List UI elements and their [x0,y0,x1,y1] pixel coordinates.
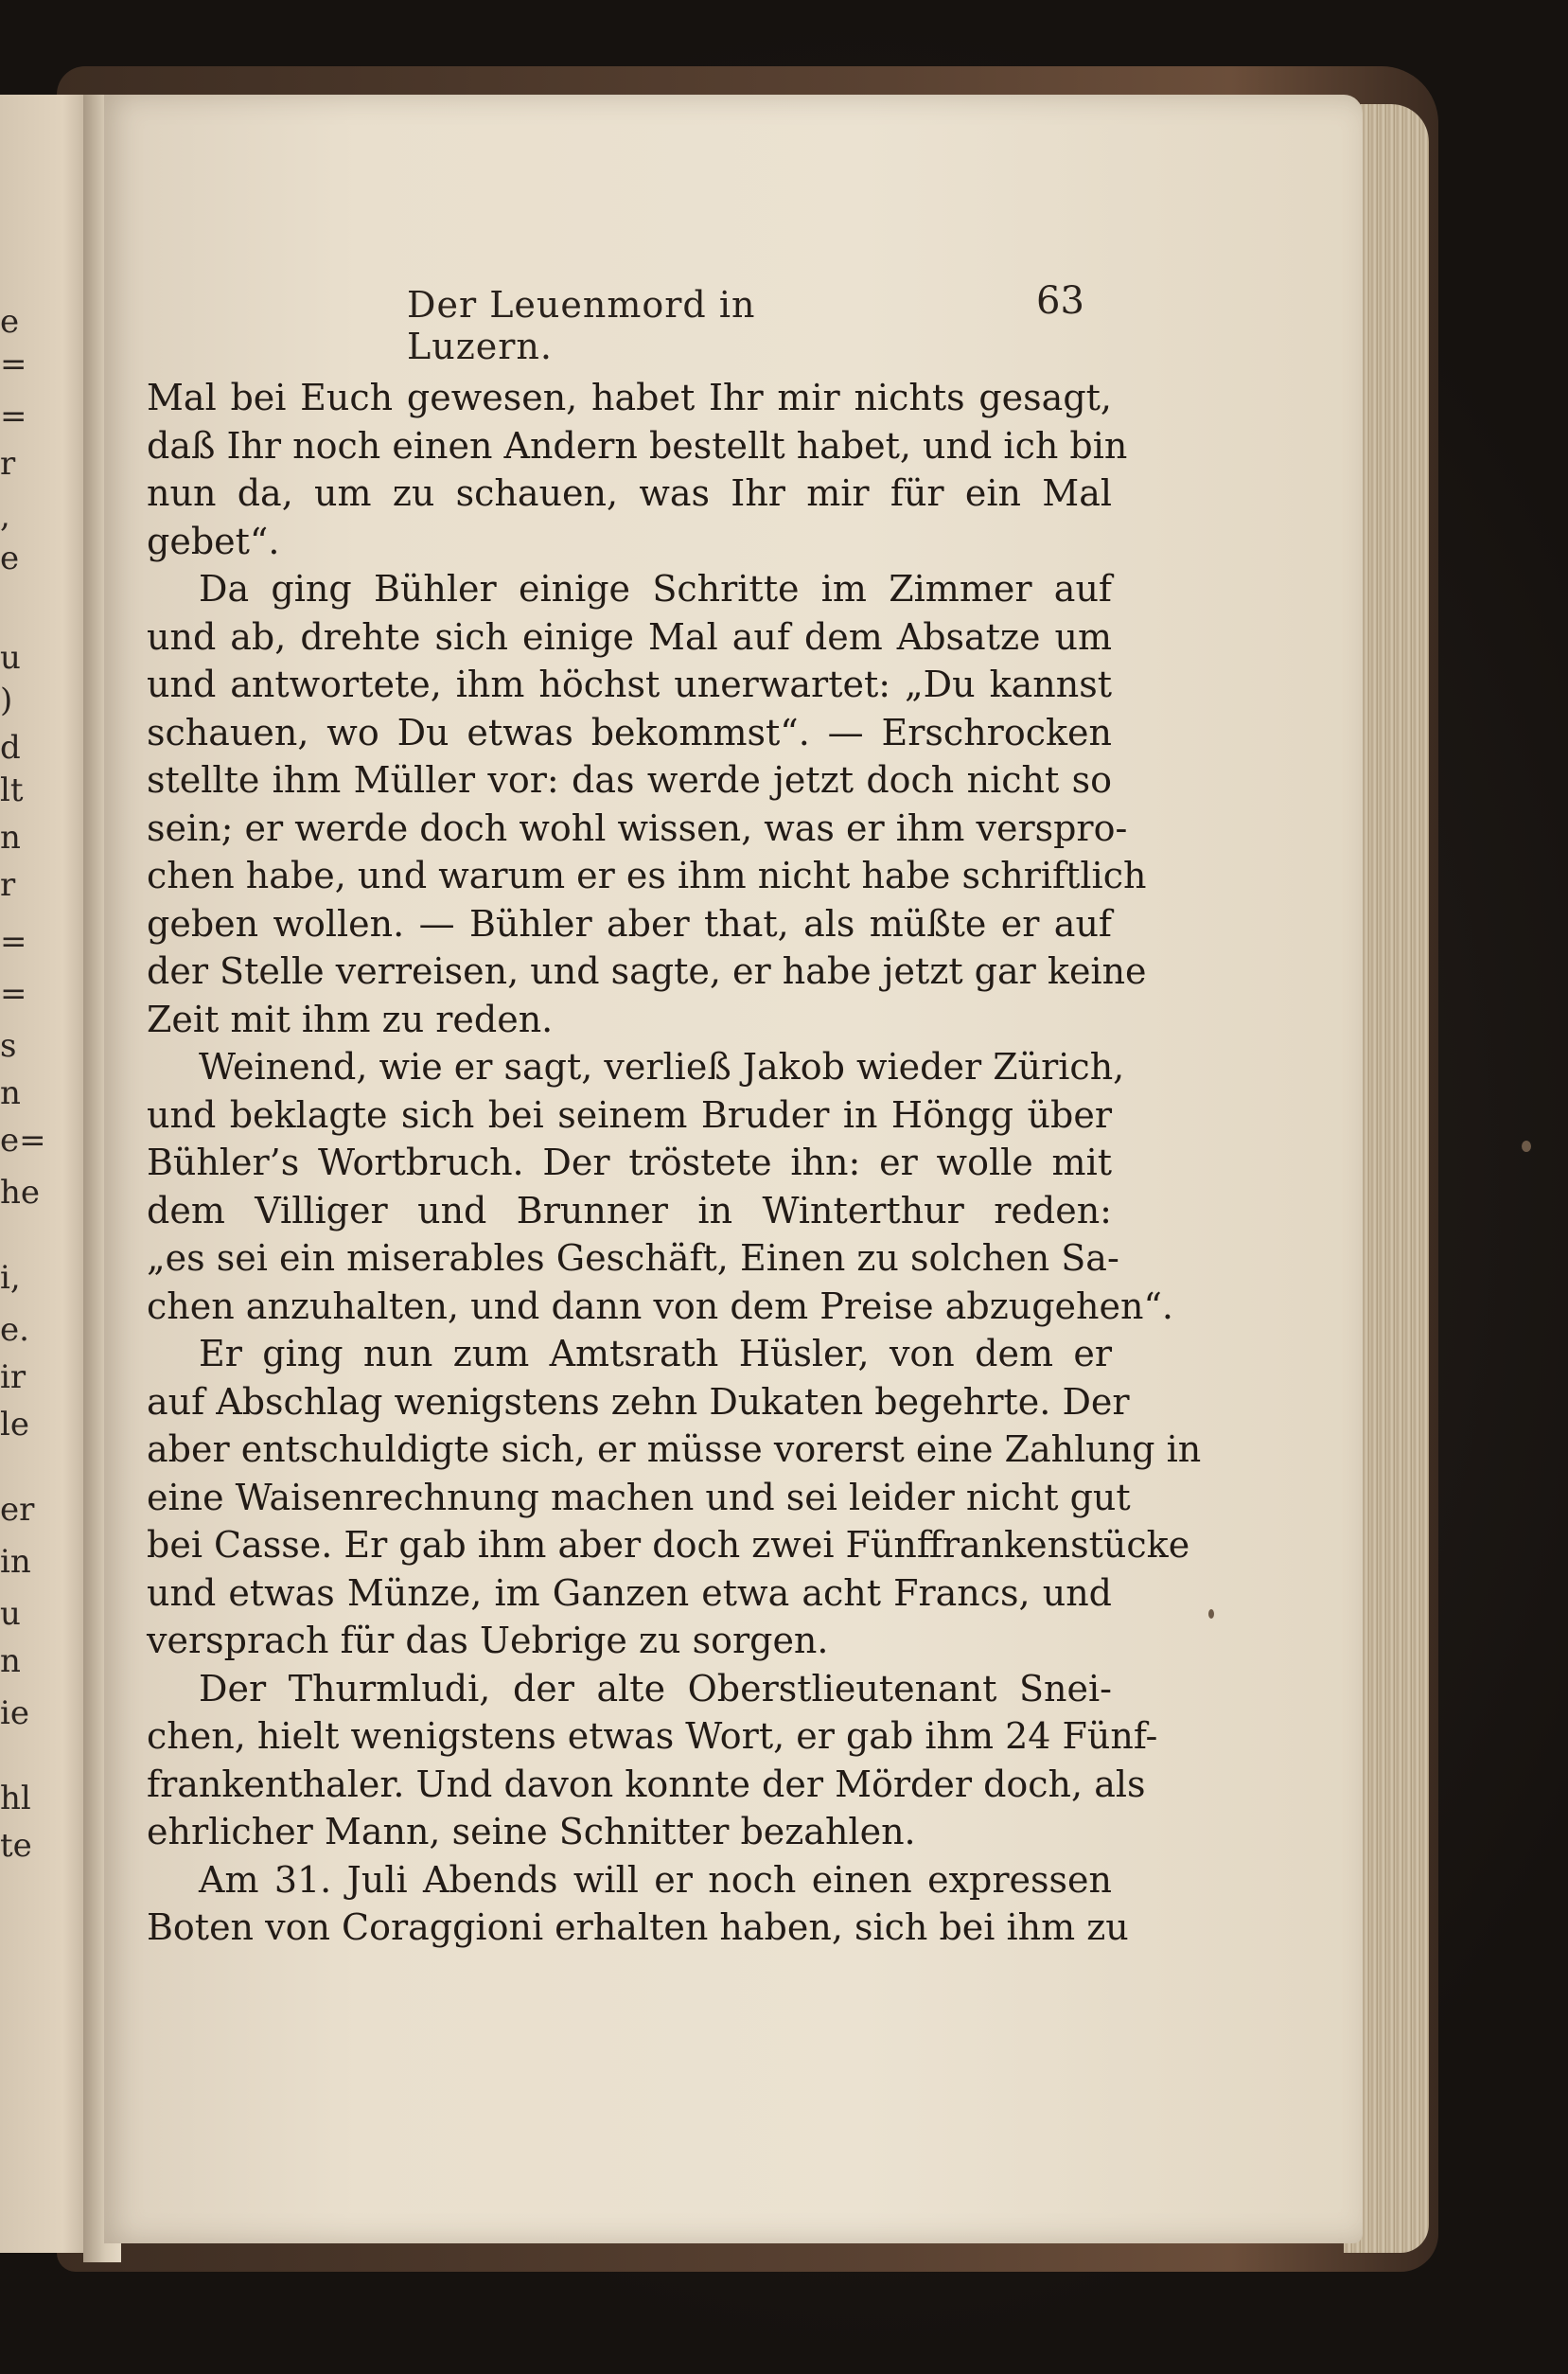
text-line: chen habe, und warum er es ihm nicht habe schriftlich [147,855,1147,896]
left-page-fragment: i, [0,1259,21,1297]
text-line: sein; er werde doch wohl wissen, was er ihm verspro- [147,806,1128,849]
left-page-fragment: u [0,1595,21,1633]
text-line: ehrlicher Mann, seine Schnitter bezahlen. [147,1811,916,1852]
text-line: und ab, drehte sich einige Mal auf dem Absatze um [147,615,1112,658]
left-page-fragment: = [0,345,27,383]
text-line: Am 31. Juli Abends will er noch einen expressen [199,1858,1112,1901]
text-line: frankenthaler. Und davon konnte der Mörder doch, als [147,1763,1146,1805]
left-page-fragment: n [0,819,21,857]
text-line: chen anzuhalten, und dann von dem Preise abzugehen“. [147,1284,1173,1327]
left-page-fragment: e [0,540,20,577]
text-line: aber entschuldigte sich, er müsse vorerst eine Zahlung in [147,1428,1202,1470]
left-page-fragment: = [0,398,27,435]
text-line: Bühler’s Wortbruch. Der tröstete ihn: er wolle mit [147,1142,1112,1183]
text-line: Weinend, wie er sagt, verließ Jakob wieder Zürich, [199,1046,1125,1088]
text-line: schauen, wo Du etwas bekommst“. — Erschrocken [147,711,1112,753]
left-page-fragment: lt [0,771,24,809]
text-line: versprach für das Uebrige zu sorgen. [147,1620,829,1661]
text-line: Da ging Bühler einige Schritte im Zimmer auf [199,568,1112,610]
left-page-fragment: e= [0,1122,46,1160]
text-line: bei Casse. Er gab ihm aber doch zwei Fünffrankenstücke [147,1524,1190,1566]
text-line: und etwas Münze, im Ganzen etwa acht Francs, und [147,1571,1112,1614]
text-line: Boten von Coraggioni erhalten haben, sich bei ihm zu [147,1906,1129,1948]
left-page-fragment: u [0,639,21,677]
left-page-fragment: in [0,1543,31,1581]
left-page-fragment: r [0,445,16,483]
left-page-fragment: = [0,975,27,1013]
left-page-fragment: e [0,303,20,341]
left-page-fragment: ir [0,1358,26,1396]
text-line: auf Abschlag wenigstens zehn Dukaten begehrte. Der [147,1380,1130,1423]
left-page-fragment: ) [0,682,13,719]
left-page-fragment: n [0,1642,21,1680]
text-line: und antwortete, ihm höchst unerwartet: „Du kannst [147,664,1112,705]
text-line: daß Ihr noch einen Andern bestellt habet, und ich bin [147,424,1128,467]
left-page-fragment: n [0,1074,21,1112]
text-line: dem Villiger und Brunner in Winterthur reden: [147,1189,1112,1231]
text-line: Der Thurmludi, der alte Oberstlieutenant Snei- [199,1667,1112,1710]
left-page-fragment: he [0,1174,41,1212]
text-line: der Stelle verreisen, und sagte, er habe jetzt gar keine [147,950,1147,992]
left-page-fragment: r [0,866,16,904]
left-page-fragment: le [0,1406,29,1444]
text-line: chen, hielt wenigstens etwas Wort, er gab ihm 24 Fünf- [147,1715,1158,1757]
body-text [147,374,1202,1952]
text-line: und beklagte sich bei seinem Bruder in Höngg über [147,1093,1112,1136]
page-number: 63 [1036,279,1084,323]
text-line: geben wollen. — Bühler aber that, als müßte er auf [147,902,1112,945]
stain-spot [1208,1609,1214,1619]
text-line: eine Waisenrechnung machen und sei leider nicht gut [147,1476,1131,1518]
text-line: gebet“. [147,520,280,562]
stain-spot [1522,1141,1531,1152]
left-page-fragment: , [0,497,10,535]
text-line: Zeit mit ihm zu reden. [147,998,554,1040]
left-page-fragment: d [0,729,21,767]
text-line: nun da, um zu schauen, was Ihr mir für ein Mal [147,472,1112,514]
left-page-fragment: = [0,923,27,961]
left-page-edge [0,95,90,2253]
text-line: Mal bei Euch gewesen, habet Ihr mir nichts gesagt, [147,377,1112,418]
left-page-fragment: e. [0,1311,29,1349]
left-page-fragment: s [0,1027,17,1065]
text-line: Er ging nun zum Amtsrath Hüsler, von dem er [199,1333,1112,1374]
text-line: „es sei ein miserables Geschäft, Einen zu solchen Sa- [147,1237,1119,1279]
running-head: Der Leuenmord in Luzern. [407,284,756,367]
text-line: stellte ihm Müller vor: das werde jetzt doch nicht so [147,759,1112,801]
left-page-fragment: te [0,1827,32,1865]
left-page-fragment: hl [0,1780,31,1817]
left-page-fragment: ie [0,1694,29,1732]
left-page-fragment: er [0,1491,35,1529]
